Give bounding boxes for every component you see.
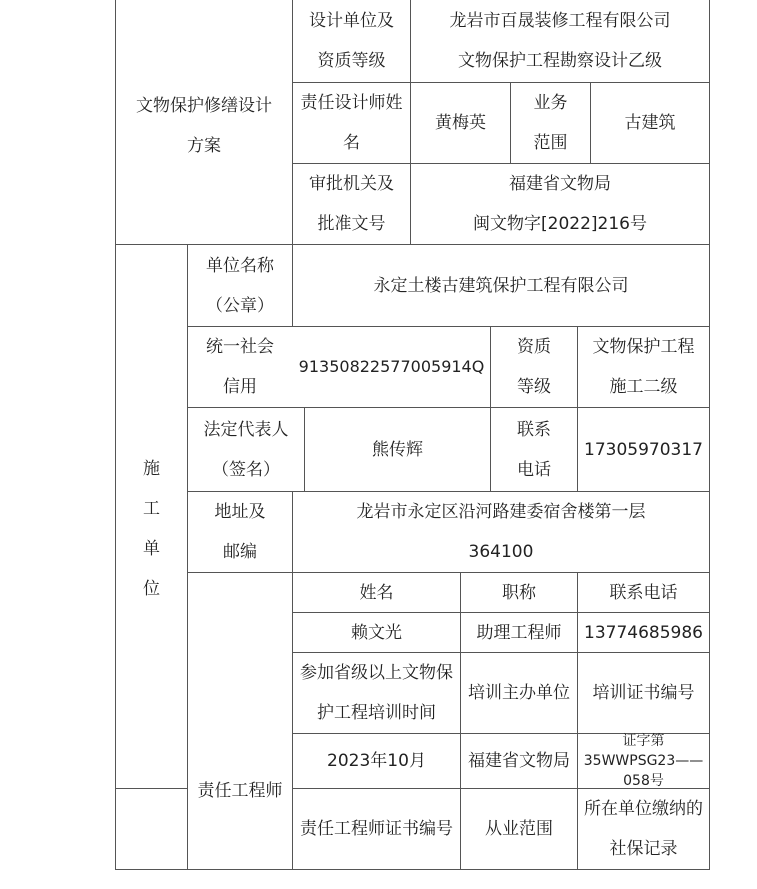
social-security-line: 所在单位缴纳的: [584, 799, 703, 819]
grid-line: [115, 869, 710, 870]
construction-char: 工: [143, 498, 160, 519]
phone-label-line: 联系: [517, 419, 551, 440]
social-security-line: 社保记录: [609, 839, 678, 859]
credit-label-line: 统一社会: [206, 337, 274, 357]
legal-rep-label-line: 法定代表人: [203, 419, 289, 440]
unit-name-label: [188, 245, 292, 326]
grade-label-line: 等级: [517, 377, 551, 397]
construction-char: 单: [143, 538, 160, 559]
unit-name-label-line: 单位名称: [206, 255, 274, 276]
grade-value-line: 文物保护工程: [592, 337, 695, 357]
design-section-label: [116, 0, 292, 244]
phone-label-line: 电话: [517, 459, 551, 480]
credit-code: 91350822577005914Q: [298, 357, 485, 376]
design-unit-grade: 文物保护工程勘察设计乙级: [458, 51, 662, 71]
approval-office: 福建省文物局: [509, 174, 611, 194]
grade-value: [578, 327, 709, 407]
phone-value: 17305970317: [584, 439, 703, 460]
header-name: 姓名: [359, 582, 394, 603]
credit-label: [188, 327, 292, 407]
engineer-section-label: 责任工程师: [197, 781, 283, 801]
header-title: 职称: [502, 582, 536, 603]
header-phone: 联系电话: [609, 582, 678, 603]
postcode-text: 364100: [468, 542, 534, 562]
construction-char: 位: [143, 578, 160, 599]
grade-label-line: 资质: [517, 337, 551, 357]
address-label-line: 邮编: [223, 542, 257, 562]
designer-label: [293, 83, 410, 163]
design-unit-name: 龙岩市百晟装修工程有限公司: [449, 11, 671, 31]
unit-name-label-line: （公章）: [206, 295, 274, 316]
training-cert: [578, 734, 709, 788]
work-scope-label: 从业范围: [485, 819, 553, 839]
training-time-label: [293, 653, 460, 733]
unit-name-value: 永定土楼古建筑保护工程有限公司: [373, 275, 629, 296]
design-section-text: 文物保护修缮设计方案: [136, 96, 272, 156]
grade-label: [491, 327, 577, 407]
scope-label: [511, 83, 590, 163]
scope-label-text: 业务范围: [533, 93, 568, 153]
legal-rep-name: 熊传辉: [372, 439, 423, 460]
social-security-label: [578, 789, 709, 869]
scope-value: 古建筑: [624, 113, 676, 133]
legal-rep-label-line: （签名）: [212, 459, 280, 480]
training-time-label-line: 参加省级以上文物保: [300, 663, 453, 683]
training-time: 2023年10月: [327, 751, 426, 771]
cert-no-label: 责任工程师证书编号: [300, 819, 453, 839]
address-label-line: 地址及: [214, 502, 266, 522]
designer-name: 黄梅英: [435, 113, 486, 133]
design-unit-label: [293, 0, 410, 82]
credit-label-line: 信用: [223, 377, 257, 397]
phone-label: [491, 408, 577, 491]
training-cert-line: 证字第: [622, 733, 665, 749]
training-org: 福建省文物局: [468, 751, 570, 771]
design-unit-value: [411, 0, 709, 82]
construction-section-label: [116, 245, 187, 788]
construction-char: 施: [143, 458, 160, 479]
training-cert-label: 培训证书编号: [592, 683, 695, 703]
approval-value: [411, 164, 709, 244]
address-value: [293, 492, 709, 572]
approval-label-text: 审批机关及批准文号: [309, 174, 394, 234]
engineer-phone: 13774685986: [584, 622, 703, 643]
training-org-label: 培训主办单位: [468, 683, 570, 703]
designer-label-text: 责任设计师姓名: [300, 93, 403, 153]
approval-label: [293, 164, 410, 244]
address-text: 龙岩市永定区沿河路建委宿舍楼第一层: [356, 502, 646, 522]
grade-value-line: 施工二级: [609, 377, 678, 397]
design-unit-label-text: 设计单位及资质等级: [309, 11, 394, 71]
engineer-title: 助理工程师: [476, 622, 562, 643]
engineer-name: 赖文光: [351, 622, 402, 643]
grid-line: [709, 0, 710, 870]
approval-number: 闽文物字[2022]216号: [473, 214, 647, 234]
address-label: [188, 492, 292, 572]
training-time-label-line: 护工程培训时间: [317, 703, 436, 723]
legal-rep-label: [188, 408, 304, 491]
training-cert-line: 35WWPSG23——058号: [583, 753, 704, 789]
grid-line: [115, 788, 187, 789]
